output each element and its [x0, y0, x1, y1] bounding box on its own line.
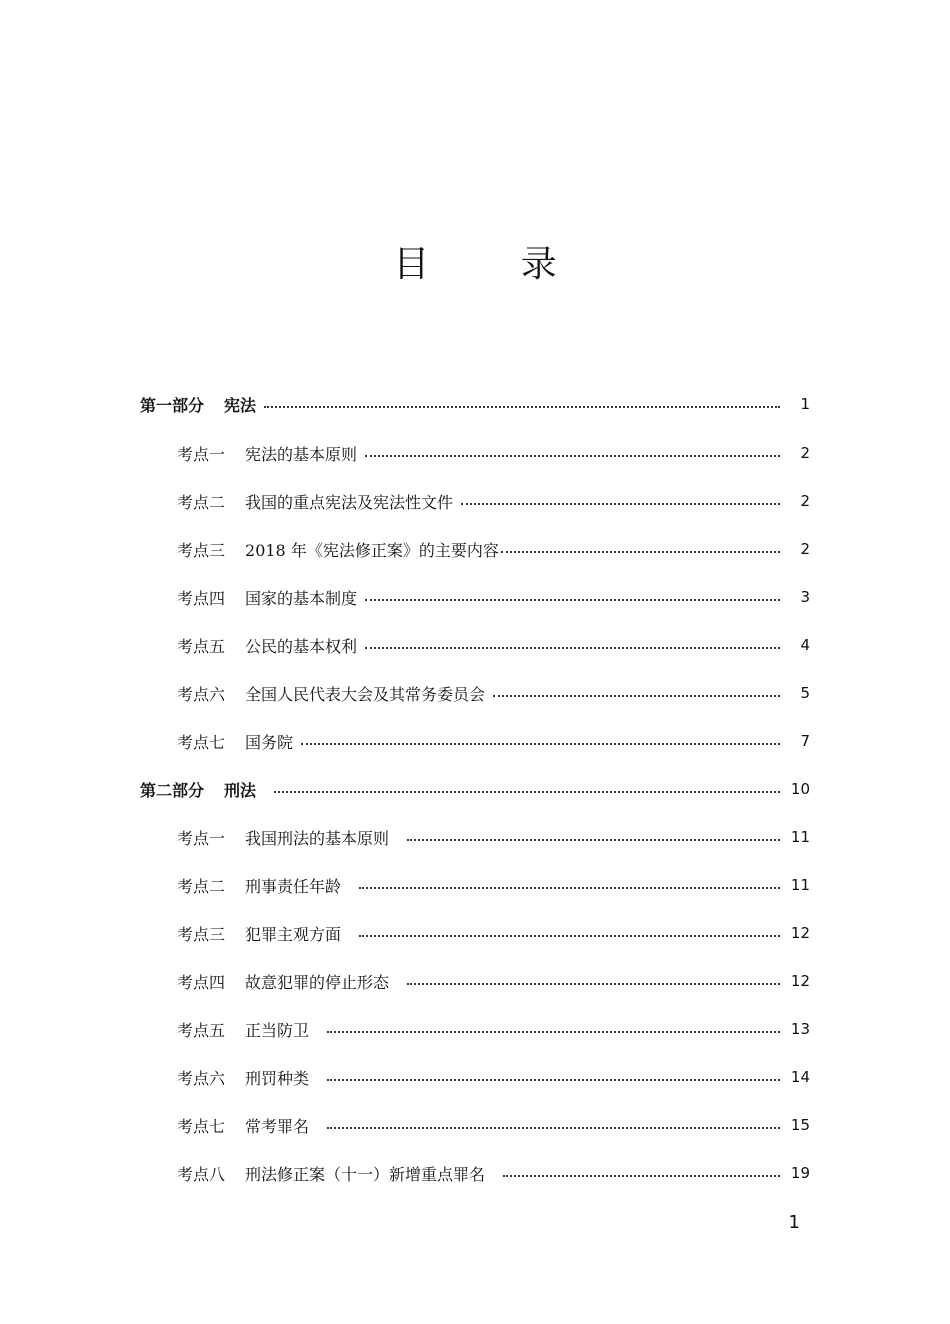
- entry-number: 考点三: [177, 924, 226, 944]
- entry-title: 常考罪名: [245, 1116, 310, 1136]
- toc-entry[interactable]: [140, 1161, 810, 1185]
- entry-title: 2018 年《宪法修正案》的主要内容: [245, 540, 499, 560]
- entry-title: 故意犯罪的停止形态: [245, 972, 390, 992]
- entry-number: 考点四: [177, 588, 226, 608]
- toc-entry[interactable]: [140, 921, 810, 945]
- toc-entry[interactable]: [140, 489, 810, 513]
- entry-title: 正当防卫: [245, 1020, 310, 1040]
- page-ref: 2: [800, 540, 810, 558]
- page-ref: 12: [790, 972, 810, 990]
- dot-leader: [493, 693, 780, 697]
- dot-leader: [327, 1029, 780, 1033]
- toc-entry[interactable]: [140, 825, 810, 849]
- dot-leader: [264, 404, 780, 408]
- page-number: 1: [788, 1212, 800, 1233]
- toc-part-1[interactable]: [140, 392, 810, 416]
- entry-number: 考点三: [177, 540, 226, 560]
- toc-entry[interactable]: [140, 969, 810, 993]
- part-label: 第二部分: [140, 780, 205, 800]
- part-name: 宪法: [224, 395, 257, 415]
- entry-number: 考点二: [177, 876, 226, 896]
- page-ref: 10: [790, 780, 810, 798]
- entry-number: 考点五: [177, 636, 226, 656]
- dot-leader: [503, 1173, 780, 1177]
- toc-part-2[interactable]: [140, 777, 810, 801]
- page-ref: 2: [800, 492, 810, 510]
- entry-number: 考点五: [177, 1020, 226, 1040]
- entry-title: 我国的重点宪法及宪法性文件: [245, 492, 454, 512]
- page-ref: 12: [790, 924, 810, 942]
- entry-title: 刑事责任年龄: [245, 876, 342, 896]
- dot-leader: [407, 837, 780, 841]
- entry-title: 宪法的基本原则: [245, 444, 358, 464]
- dot-leader: [365, 645, 780, 649]
- toc-entry[interactable]: [140, 633, 810, 657]
- entry-title: 全国人民代表大会及其常务委员会: [245, 684, 486, 704]
- page-ref: 19: [790, 1164, 810, 1182]
- toc-entry[interactable]: [140, 873, 810, 897]
- entry-title: 刑法修正案（十一）新增重点罪名: [245, 1164, 486, 1184]
- page-ref: 15: [790, 1116, 810, 1134]
- toc-entry[interactable]: [140, 441, 810, 465]
- dot-leader: [327, 1077, 780, 1081]
- dot-leader: [407, 981, 780, 985]
- toc-entry[interactable]: [140, 1065, 810, 1089]
- entry-number: 考点二: [177, 492, 226, 512]
- entry-number: 考点六: [177, 1068, 226, 1088]
- page-ref: 11: [790, 828, 810, 846]
- entry-title: 我国刑法的基本原则: [245, 828, 390, 848]
- page-ref: 2: [800, 444, 810, 462]
- entry-number: 考点八: [177, 1164, 226, 1184]
- part-label: 第一部分: [140, 395, 205, 415]
- dot-leader: [359, 885, 780, 889]
- toc-entry[interactable]: [140, 1017, 810, 1041]
- part-name: 刑法: [224, 780, 257, 800]
- entry-number: 考点一: [177, 444, 226, 464]
- dot-leader: [301, 741, 780, 745]
- toc-entry[interactable]: [140, 681, 810, 705]
- page-ref: 1: [800, 395, 810, 413]
- entry-number: 考点四: [177, 972, 226, 992]
- entry-number: 考点七: [177, 732, 226, 752]
- dot-leader: [359, 933, 780, 937]
- dot-leader: [501, 549, 780, 553]
- entry-title: 刑罚种类: [245, 1068, 310, 1088]
- page-ref: 11: [790, 876, 810, 894]
- dot-leader: [365, 453, 780, 457]
- entry-title: 国务院: [245, 732, 294, 752]
- toc-title: 目 录: [393, 244, 597, 285]
- dot-leader: [365, 597, 780, 601]
- entry-title: 国家的基本制度: [245, 588, 358, 608]
- dot-leader: [461, 501, 780, 505]
- entry-title: 犯罪主观方面: [245, 924, 342, 944]
- page-ref: 5: [800, 684, 810, 702]
- page-ref: 7: [800, 732, 810, 750]
- entry-title: 公民的基本权利: [245, 636, 358, 656]
- dot-leader: [327, 1125, 780, 1129]
- page-ref: 14: [790, 1068, 810, 1086]
- toc-entry[interactable]: [140, 1113, 810, 1137]
- entry-number: 考点六: [177, 684, 226, 704]
- toc-entry[interactable]: [140, 729, 810, 753]
- entry-number: 考点七: [177, 1116, 226, 1136]
- dot-leader: [274, 789, 780, 793]
- page-ref: 13: [790, 1020, 810, 1038]
- entry-number: 考点一: [177, 828, 226, 848]
- toc-entry[interactable]: [140, 537, 810, 561]
- page-ref: 3: [800, 588, 810, 606]
- toc-entry[interactable]: [140, 585, 810, 609]
- page-ref: 4: [800, 636, 810, 654]
